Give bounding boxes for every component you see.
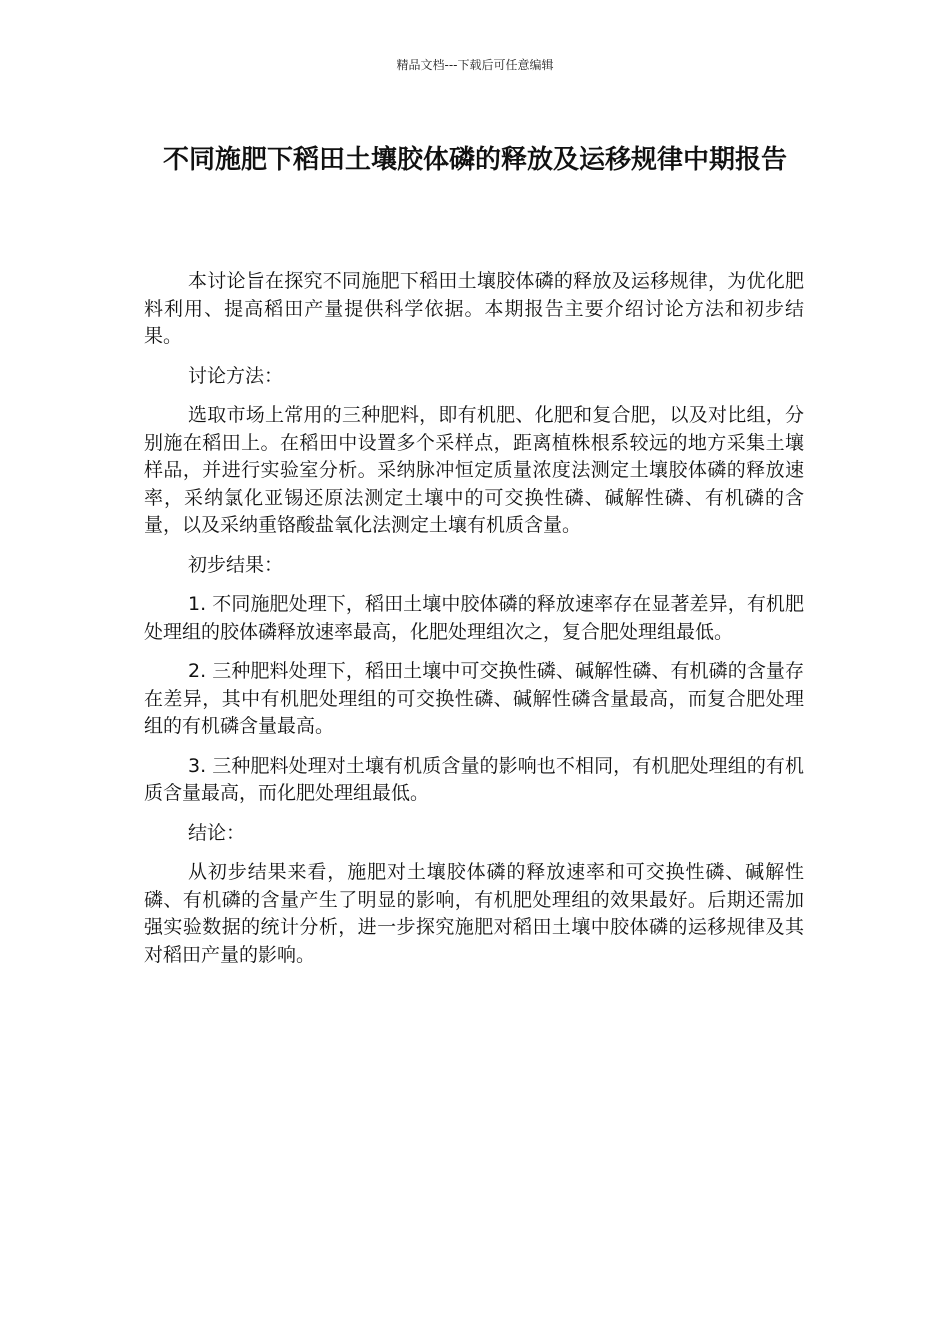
conclusion-heading: 结论： — [188, 821, 246, 844]
results-heading: 初步结果： — [188, 553, 284, 576]
intro-paragraph: 本讨论旨在探究不同施肥下稻田土壤胶体磷的释放及运移规律，为优化肥料利用、提高稻田产量提供科学依据。本期报告主要介绍讨论方法和初步结果。 — [144, 270, 804, 347]
result-item-1: 1. 不同施肥处理下，稻田土壤中胶体磷的释放速率存在显著差异，有机肥处理组的胶体磷释放速率最高，化肥处理组次之，复合肥处理组最低。 — [144, 593, 804, 643]
result-item-3: 3. 三种肥料处理对土壤有机质含量的影响也不相同，有机肥处理组的有机质含量最高，而化肥处理组最低。 — [144, 754, 804, 804]
document-body — [144, 268, 804, 981]
methods-heading: 讨论方法： — [188, 364, 284, 387]
methods-paragraph: 选取市场上常用的三种肥料，即有机肥、化肥和复合肥，以及对比组，分别施在稻田上。在稻田中设置多个采样点，距离植株根系较远的地方采集土壤样品，并进行实验室分析。采纳脉冲恒定质量浓度法测定土壤胶体磷的释放速率，采纳氯化亚锡还原法测定土壤中的可交换性磷、碱解性磷、有机磷的含量，以及采纳重铬酸盐氧化法测定土壤有机质含量。 — [144, 404, 804, 536]
result-item-2: 2. 三种肥料处理下，稻田土壤中可交换性磷、碱解性磷、有机磷的含量存在差异，其中有机肥处理组的可交换性磷、碱解性磷含量最高，而复合肥处理组的有机磷含量最高。 — [144, 660, 804, 737]
document-title: 不同施肥下稻田土壤胶体磷的释放及运移规律中期报告 — [162, 145, 787, 175]
conclusion-paragraph: 从初步结果来看，施肥对土壤胶体磷的释放速率和可交换性磷、碱解性磷、有机磷的含量产生了明显的影响，有机肥处理组的效果最好。后期还需加强实验数据的统计分析，进一步探究施肥对稻田土壤中胶体磷的运移规律及其对稻田产量的影响。 — [144, 861, 804, 966]
page-header: 精品文档---下载后可任意编辑 — [396, 58, 554, 72]
